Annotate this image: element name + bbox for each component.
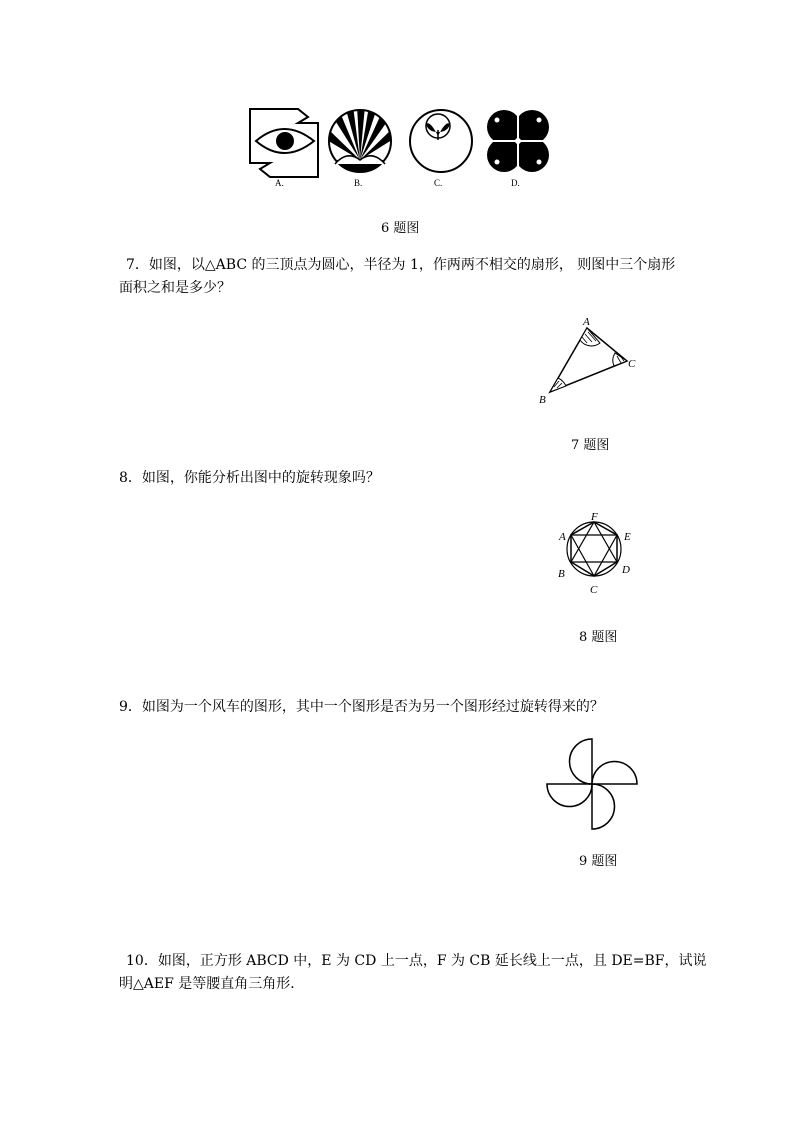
figure-6 — [245, 104, 555, 199]
question-7-line-2: 面积之和是多少？ — [119, 280, 231, 296]
windmill-figure — [545, 737, 645, 837]
label-e-8: E — [624, 531, 631, 543]
option-b-label: B. — [354, 178, 363, 188]
label-b-7: B — [539, 394, 546, 406]
label-c-7: C — [628, 358, 636, 370]
label-a-7: A — [583, 316, 590, 328]
question-10-line-1: 10．如图，正方形 ABCD 中，E 为 CD 上一点，F 为 CB 延长线上一点，且 DE=BF，试说 — [126, 953, 707, 969]
label-b-8: B — [558, 568, 565, 580]
option-c-sprout-figure — [408, 108, 478, 178]
label-a-8: A — [559, 531, 566, 543]
option-d-petal-figure — [485, 108, 555, 178]
option-a-eye-figure — [248, 107, 328, 182]
label-d-8: D — [622, 564, 630, 576]
figure-8-caption: 8 题图 — [579, 630, 618, 645]
option-d-label: D. — [511, 178, 520, 188]
figure-6-caption: 6 题图 — [381, 221, 420, 236]
label-c-8: C — [590, 584, 598, 596]
option-b-sunrise-figure — [327, 108, 397, 178]
option-a-label: A. — [275, 178, 284, 188]
hexagram-figure — [560, 515, 630, 585]
question-10-line-2: 明△AEF 是等腰直角三角形． — [119, 976, 305, 992]
label-f-8: F — [591, 511, 598, 523]
question-9-text: 9．如图为一个风车的图形，其中一个图形是否为另一个图形经过旋转得来的？ — [119, 699, 604, 715]
question-8-text: 8．如图，你能分析出图中的旋转现象吗？ — [119, 470, 380, 486]
figure-7-caption: 7 题图 — [571, 438, 610, 453]
question-7-line-1: 7．如图，以△ABC 的三顶点为圆心，半径为 1，作两两不相交的扇形， 则图中三个扇形 — [126, 257, 676, 273]
figure-9-caption: 9 题图 — [579, 854, 618, 869]
option-c-label: C. — [434, 178, 443, 188]
